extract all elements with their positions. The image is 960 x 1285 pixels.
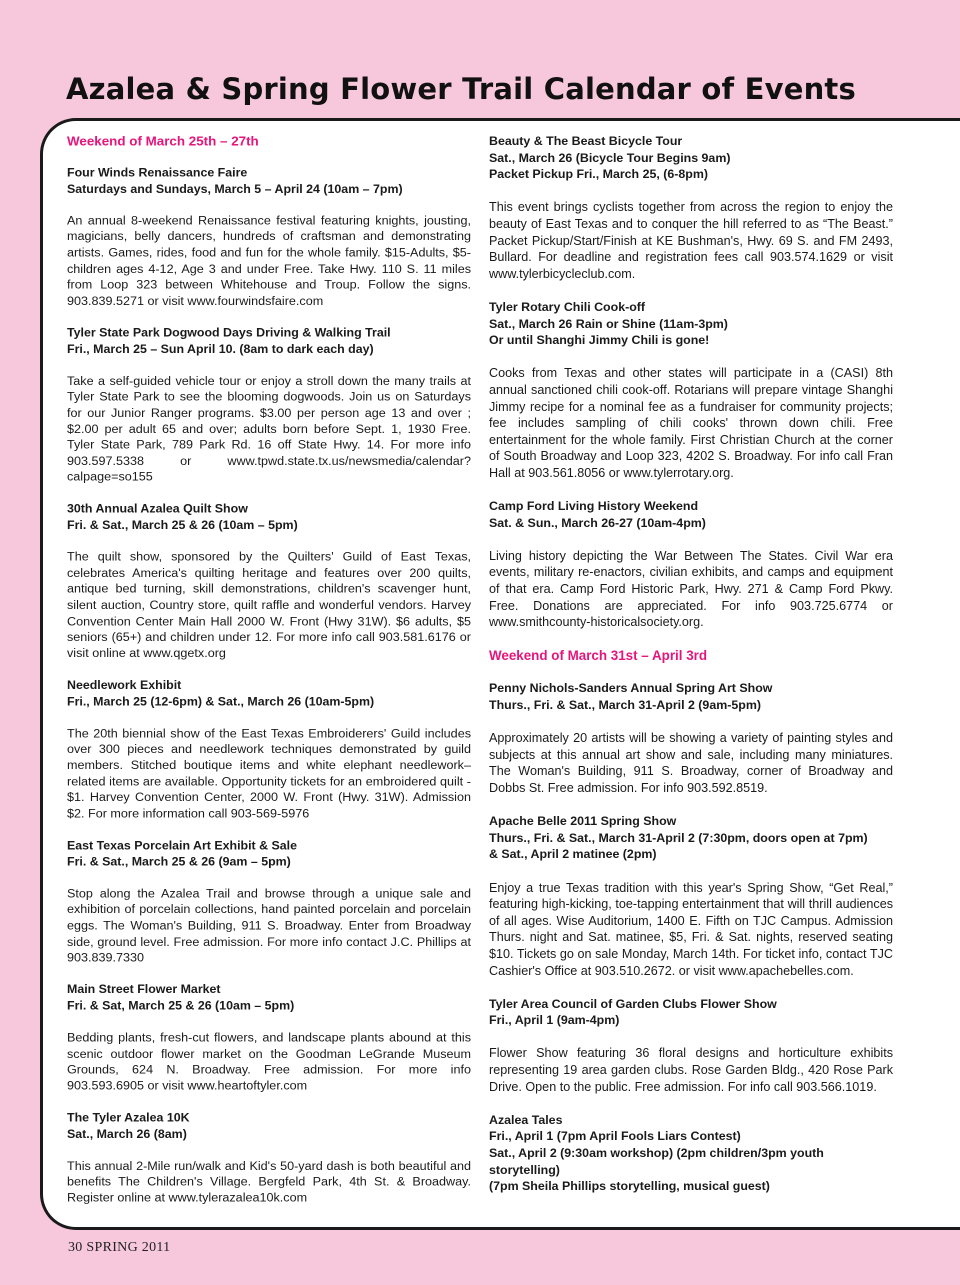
event-title: The Tyler Azalea 10K xyxy=(67,1110,190,1125)
right-column xyxy=(489,133,893,1211)
event-title: Apache Belle 2011 Spring Show xyxy=(489,814,677,829)
event-description: Flower Show featuring 36 floral designs and horticulture exhibits representing 19 area garden clubs. Rose Garden Bldg., 420 Rose Park Drive. Open to the public. Free admission. For info call 903.566.1019. xyxy=(489,1046,893,1094)
event-header xyxy=(67,1110,471,1142)
event-date: & Sat., April 2 matinee (2pm) xyxy=(489,847,657,862)
weekend-heading: Weekend of March 31st – April 3rd xyxy=(489,648,708,664)
event-description: The quilt show, sponsored by the Quilters' Guild of East Texas, celebrates America's quilting heritage and features over 200 quilts, antique bed turning, skill demonstrations, children's scavenger hunt, silent auction, Country store, quilt raffle and wonderful vendors. Harvey Convention Center Main Hall 2000 W. Front (Hwy 31W). $6 adults, $5 seniors (65+) and children under 12. For more info call 903.581.6176 or visit online at www.qgetx.org xyxy=(67,550,471,660)
event-header xyxy=(489,299,893,349)
event-header xyxy=(489,133,893,183)
event-description: Bedding plants, fresh-cut flowers, and landscape plants abound at this scenic outdoor flower market on the Goodman LeGrande Museum Grounds, 624 N. Broadway. Free admission. For more info 903.593.6905 or visit www.heartoftyler.com xyxy=(67,1030,471,1093)
event-date: Fri. & Sat., March 25 & 26 (10am – 5pm) xyxy=(67,518,298,532)
event-description: Approximately 20 artists will be showing a variety of painting styles and subjects at this annual art show and sale, including many miniatures. The Woman's Building, 911 S. Broadway, corner of Broadway and Dobbs St. Free admission. For info 903.592.8519. xyxy=(489,731,893,795)
event-description: Living history depicting the War Between The States. Civil War era events, military re-enactors, civilian exhibits, and camps and equipment of that era. Camp Ford Historic Park, Hwy. 271 & Camp Ford Pkwy. Free. Donations are appreciated. For info 903.725.6774 or www.smithcounty-historicalsociety.org. xyxy=(489,548,893,630)
event-description: Take a self-guided vehicle tour or enjoy a stroll down the many trails at Tyler State Park to see the blooming dogwoods. Join us on Saturdays for our Junior Ranger programs. $3.00 per person age 13 and over ; $2.00 per adult 65 and over; adults born before Sept. 1, 1930 Free. Tyler State Park, 789 Park Rd. 16 off State Hwy. 14. For more info 903.597.5338 or www.tpwd.state.tx.us/newsmedia/calendar?calpage=so155 xyxy=(67,374,471,484)
event-listing xyxy=(489,813,893,979)
event-header xyxy=(67,838,471,870)
event-date: Sat. & Sun., March 26-27 (10am-4pm) xyxy=(489,515,706,530)
event-date: Sat., March 26 (8am) xyxy=(67,1127,187,1141)
event-listing xyxy=(489,133,893,282)
event-date: Fri., March 25 – Sun April 10. (8am to dark each day) xyxy=(67,342,374,356)
event-listing xyxy=(489,299,893,482)
event-header xyxy=(67,982,471,1014)
event-title: 30th Annual Azalea Quilt Show xyxy=(67,502,248,516)
left-column xyxy=(67,133,471,1222)
event-description: Enjoy a true Texas tradition with this year's Spring Show, “Get Real,” featuring high-kicking, toe-tapping entertainment that will thrill audiences of all ages. Wise Auditorium, 1400 E. Fifth on TJC Campus. Admission Thurs. night and Sat. matinee, $5, Fri. & Sat. nights, reserved seating $10. Tickets go on sale Monday, March 14th. For ticket info, contact TJC Cashier's Office at 903.510.2672. or visit www.apachebelles.com. xyxy=(489,880,893,978)
right-events-list-a xyxy=(489,133,893,631)
event-listing xyxy=(67,165,471,309)
weekend-heading: Weekend of March 25th – 27th xyxy=(67,133,259,149)
event-date: Saturdays and Sundays, March 5 – April 24 (10am – 7pm) xyxy=(67,181,403,196)
event-header xyxy=(489,996,893,1029)
left-events-list xyxy=(67,165,471,1206)
event-header xyxy=(67,677,471,709)
event-title: Camp Ford Living History Weekend xyxy=(489,499,699,514)
event-title: Azalea Tales xyxy=(489,1112,563,1127)
event-title: Four Winds Renaissance Faire xyxy=(67,165,248,180)
event-date: Or until Shanghi Jimmy Chili is gone! xyxy=(489,333,710,348)
event-header xyxy=(489,680,893,713)
event-date: Fri. & Sat., March 25 & 26 (9am – 5pm) xyxy=(67,854,291,869)
event-title: Beauty & The Beast Bicycle Tour xyxy=(489,134,683,148)
event-listing xyxy=(489,498,893,631)
event-header xyxy=(67,501,471,533)
event-date: Sat., March 26 (Bicycle Tour Begins 9am) xyxy=(489,150,731,165)
event-date: Sat., March 26 Rain or Shine (11am-3pm) xyxy=(489,316,728,331)
event-listing xyxy=(67,1110,471,1206)
event-description: This annual 2-Mile run/walk and Kid's 50-yard dash is both beautiful and benefits The Children's Village. Bergfeld Park, 4th St. & Broadway. Register online at www.tylerazalea10k.com xyxy=(67,1159,471,1205)
event-listing xyxy=(67,325,471,485)
event-date: Packet Pickup Fri., March 25, (6-8pm) xyxy=(489,167,708,182)
page-title: Azalea & Spring Flower Trail Calendar of Events xyxy=(66,72,856,106)
event-title: Main Street Flower Market xyxy=(67,982,221,997)
event-description: Cooks from Texas and other states will participate in a (CASI) 8th annual sanctioned chili cook-off. Rotarians will prepare vintage Shanghi Jimmy recipe for a nominal fee as a fundraiser for community projects; fee includes sampling of chili cooks' thrown down chili. Free entertainment for the whole family. First Christian Church at the corner of South Broadway and Loop 323, 4202 S. Broadway. For info call Fran Hall at 903.561.8056 or www.tylerrotary.org. xyxy=(489,366,893,480)
event-description: The 20th biennial show of the East Texas Embroiderers' Guild includes over 300 pieces and needlework techniques demonstrated by guild members. Stitched boutique items and white elephant needlework–related items are available. Opportunity tickets for an embroidered quilt - $1. Harvey Convention Center, 2000 W. Front (Hwy. 31W). Admission $2. For more information call 903-569-5976 xyxy=(67,726,471,821)
event-description: This event brings cyclists together from across the region to enjoy the beauty of East Texas and to conquer the hill referred to as “The Beast.” Packet Pickup/Start/Finish at KE Bushman's, Hwy. 69 S. and FM 2493, Bullard. For deadline and registration fees call 903.574.1629 or visit www.tylerbicycleclub.com. xyxy=(489,200,893,281)
event-header xyxy=(489,498,893,531)
event-date: Thurs., Fri. & Sat., March 31-April 2 (7:30pm, doors open at 7pm) xyxy=(489,830,868,845)
event-listing xyxy=(67,501,471,661)
event-title: Tyler State Park Dogwood Days Driving & Walking Trail xyxy=(67,326,391,340)
event-header xyxy=(67,325,471,357)
event-description: An annual 8-weekend Renaissance festival featuring knights, jousting, magicians, belly dancers, hundreds of craftsman and demonstrating artists. Games, rides, food and fun for the whole family. $15-Adults, $5-children ages 4-12, Age 3 and under Free. Take Hwy. 110 S. 11 miles from Loop 323 between Whitehouse and Troup. Follow the signs. 903.839.5271 or visit www.fourwindsfaire.com xyxy=(67,213,471,308)
event-title: East Texas Porcelain Art Exhibit & Sale xyxy=(67,838,298,853)
event-title: Tyler Rotary Chili Cook-off xyxy=(489,299,646,314)
event-date: Sat., April 2 (9:30am workshop) (2pm children/3pm youth storytelling) xyxy=(489,1146,824,1177)
event-header xyxy=(489,813,893,863)
event-listing xyxy=(489,680,893,796)
event-listing xyxy=(489,1112,893,1195)
event-title: Penny Nichols-Sanders Annual Spring Art Show xyxy=(489,681,773,696)
event-description: Stop along the Azalea Trail and browse through a unique sale and exhibition of porcelain collections, hand painted porcelain and porcelain eggs. The Woman's Building, 911 S. Broadway. Enter from Broadway side, ground level. Free admission. For more info contact J.C. Phillips at 903.839.7330 xyxy=(67,886,471,965)
event-date: Fri., March 25 (12-6pm) & Sat., March 26 (10am-5pm) xyxy=(67,694,375,708)
event-header xyxy=(489,1112,893,1195)
event-header xyxy=(67,165,471,197)
event-listing xyxy=(67,838,471,966)
event-date: Fri., April 1 (9am-4pm) xyxy=(489,1013,620,1028)
page-footer: 30 SPRING 2011 xyxy=(68,1240,171,1255)
event-date: Fri., April 1 (7pm April Fools Liars Contest) xyxy=(489,1129,741,1144)
event-listing xyxy=(67,677,471,821)
event-title: Needlework Exhibit xyxy=(67,678,182,692)
event-listing xyxy=(67,982,471,1094)
event-date: (7pm Sheila Phillips storytelling, musical guest) xyxy=(489,1179,770,1194)
right-events-list-b xyxy=(489,680,893,1194)
event-date: Thurs., Fri. & Sat., March 31-April 2 (9am-5pm) xyxy=(489,698,761,712)
event-listing xyxy=(489,996,893,1096)
event-title: Tyler Area Council of Garden Clubs Flower Show xyxy=(489,996,777,1011)
event-date: Fri. & Sat, March 25 & 26 (10am – 5pm) xyxy=(67,998,295,1013)
